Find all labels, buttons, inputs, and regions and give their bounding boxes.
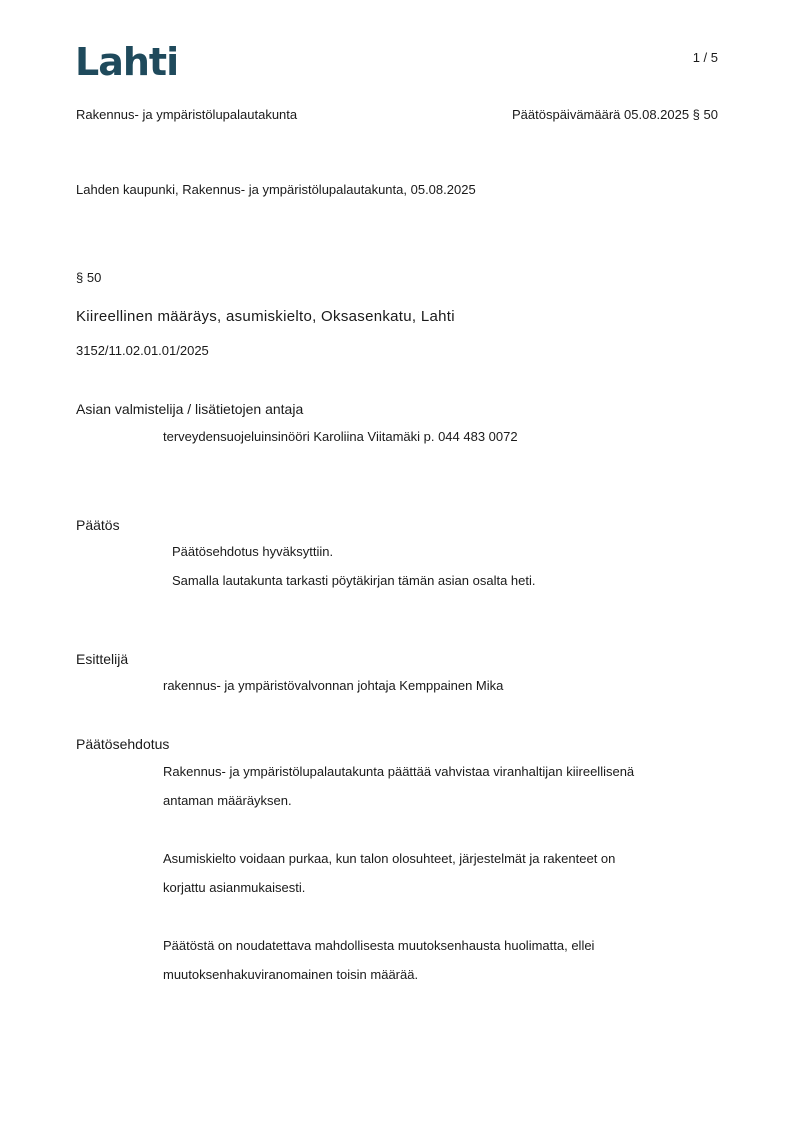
presenter-heading: Esittelijä <box>76 651 129 667</box>
proposal-line: antaman määräyksen. <box>163 793 292 808</box>
proposal-line: muutoksenhakuviranomainen toisin määrää. <box>163 967 419 982</box>
preparer-value: terveydensuojeluinsinööri Karoliina Viitamäki p. 044 483 0072 <box>163 429 518 444</box>
proposal-line: Rakennus- ja ympäristölupalautakunta päättää vahvistaa viranhaltijan kiireellisenä <box>163 764 635 779</box>
header-decision-date: Päätöspäivämäärä 05.08.2025 § 50 <box>512 107 718 122</box>
diary-number: 3152/11.02.01.01/2025 <box>76 343 209 358</box>
proposal-line: Päätöstä on noudatettava mahdollisesta muutoksenhausta huolimatta, ellei <box>163 938 595 953</box>
document-title: Kiireellinen määräys, asumiskielto, Oksasenkatu, Lahti <box>76 308 455 325</box>
meeting-line: Lahden kaupunki, Rakennus- ja ympäristölupalautakunta, 05.08.2025 <box>76 182 476 197</box>
preparer-heading: Asian valmistelija / lisätietojen antaja <box>76 401 304 417</box>
proposal-paragraph <box>163 931 723 989</box>
lahti-logo: Lahti <box>75 40 179 84</box>
decision-line: Samalla lautakunta tarkasti pöytäkirjan tämän asian osalta heti. <box>172 573 536 588</box>
section-number: § 50 <box>76 270 102 285</box>
decision-heading: Päätös <box>76 517 120 533</box>
page-number: 1 / 5 <box>692 50 718 65</box>
proposal-heading: Päätösehdotus <box>76 736 170 752</box>
proposal-paragraph <box>163 757 723 815</box>
header-board: Rakennus- ja ympäristölupalautakunta <box>76 107 298 122</box>
proposal-line: korjattu asianmukaisesti. <box>163 880 306 895</box>
proposal-paragraph <box>163 844 723 902</box>
presenter-value: rakennus- ja ympäristövalvonnan johtaja Kemppainen Mika <box>163 678 504 693</box>
decision-line: Päätösehdotus hyväksyttiin. <box>172 544 334 559</box>
proposal-line: Asumiskielto voidaan purkaa, kun talon olosuhteet, järjestelmät ja rakenteet on <box>163 851 616 866</box>
